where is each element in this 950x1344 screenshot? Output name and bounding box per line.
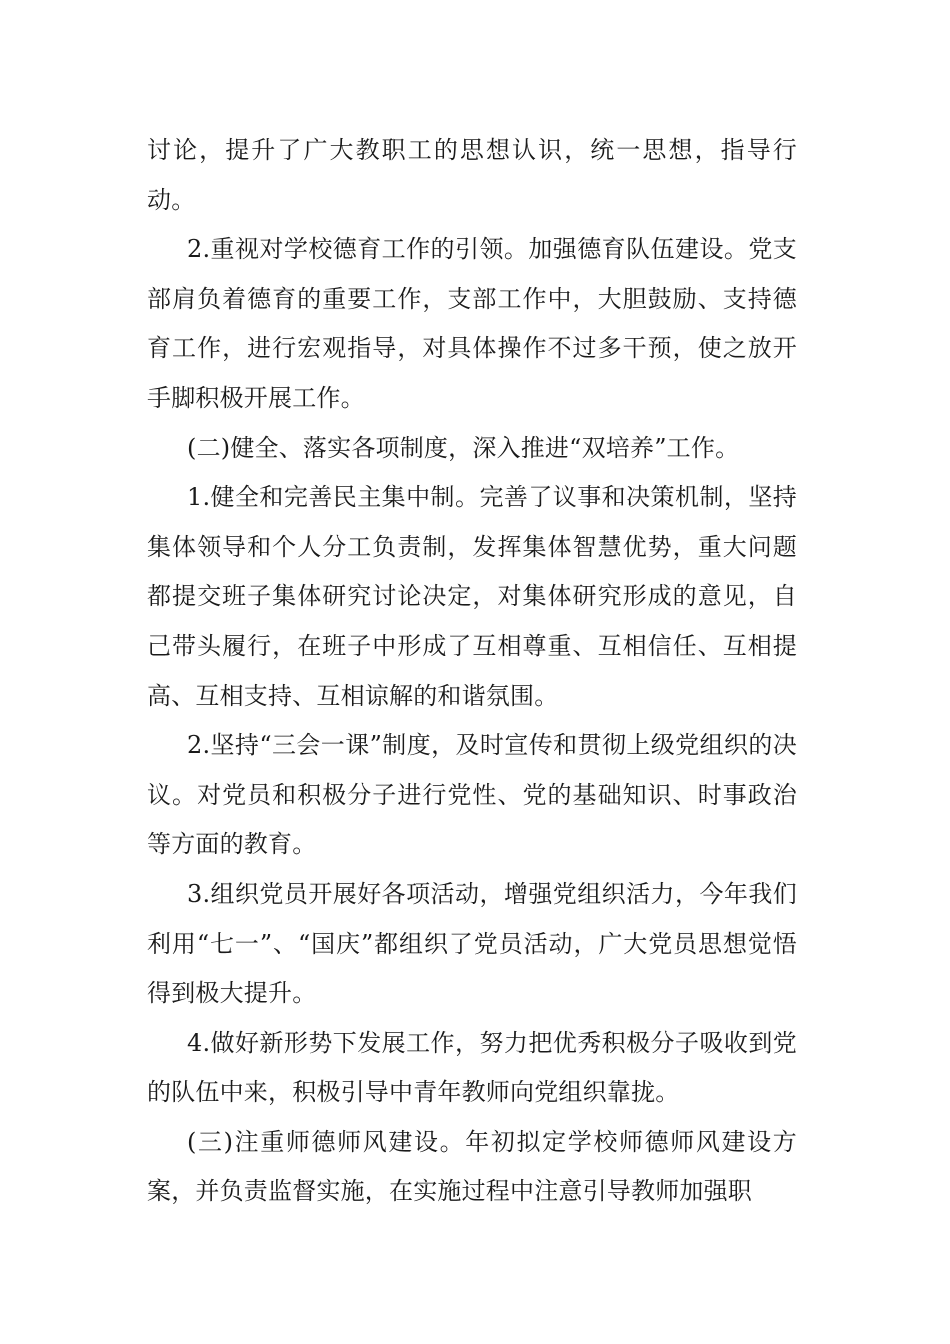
section-heading-3: (三)注重师德师风建设。年初拟定学校师德师风建设方案，并负责监督实施，在实施过程中注意引导教师加强职: [147, 1127, 797, 1206]
document-body: [147, 126, 797, 1217]
section-heading-2: (二)健全、落实各项制度，深入推进“双培养”工作。: [187, 433, 740, 462]
paragraph-item-1-democratic-centralism: 1.健全和完善民主集中制。完善了议事和决策机制，坚持集体领导和个人分工负责制，发挥集体智慧优势，重大问题都提交班子集体研究讨论决定，对集体研究形成的意见，自己带头履行，在班子中形成了互相尊重、互相信任、互相提高、互相支持、互相谅解的和谐氛围。: [147, 483, 797, 710]
paragraph-item-4-development-work: 4.做好新形势下发展工作，努力把优秀积极分子吸收到党的队伍中来，积极引导中青年教师向党组织靠拢。: [147, 1028, 797, 1107]
paragraph-continuation: 讨论，提升了广大教职工的思想认识，统一思想，指导行动。: [147, 136, 797, 214]
paragraph-item-2-moral-education: 2.重视对学校德育工作的引领。加强德育队伍建设。党支部肩负着德育的重要工作，支部工作中，大胆鼓励、支持德育工作，进行宏观指导，对具体操作不过多干预，使之放开手脚积极开展工作。: [147, 235, 797, 412]
paragraph-item-3-party-activities: 3.组织党员开展好各项活动，增强党组织活力，今年我们利用“七一”、“国庆”都组织了党员活动，广大党员思想觉悟得到极大提升。: [147, 879, 797, 1008]
paragraph-item-2-three-meetings: 2.坚持“三会一课”制度，及时宣传和贯彻上级党组织的决议。对党员和积极分子进行党性、党的基础知识、时事政治等方面的教育。: [147, 731, 797, 859]
